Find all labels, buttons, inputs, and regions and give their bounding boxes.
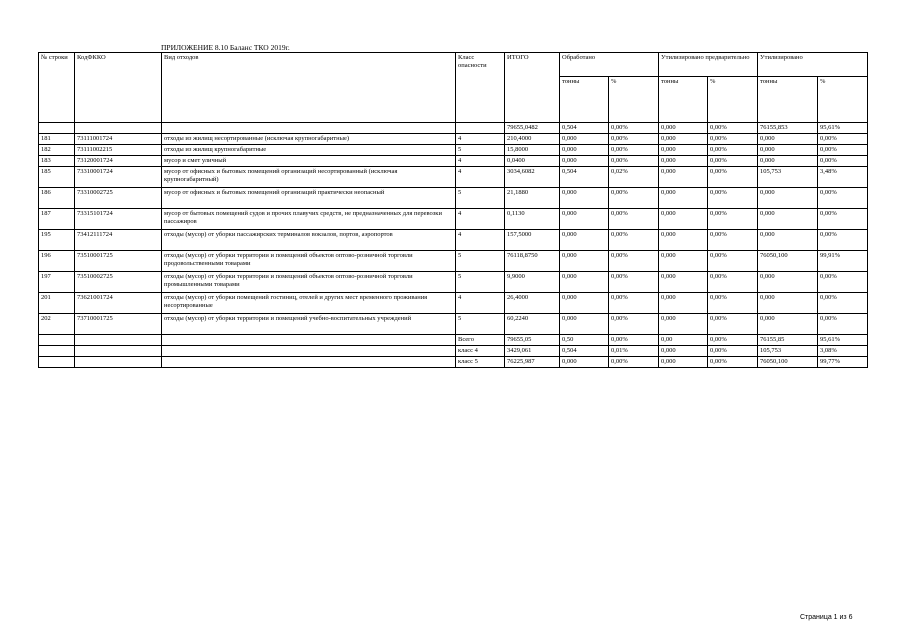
row-utilized-tons: 0,000 [758, 209, 818, 230]
row-processed-pct: 0,00% [609, 272, 659, 293]
row-hazard-class: 5 [456, 272, 505, 293]
row-hazard-class: 4 [456, 167, 505, 188]
summary-label: класс 5 [456, 357, 505, 368]
row-pre-pct: 0,00% [708, 272, 758, 293]
table-row [39, 314, 868, 335]
row-processed-tons: 0,000 [560, 251, 609, 272]
summary-total: 76225,987 [505, 357, 560, 368]
row-pre-tons: 0,000 [659, 251, 708, 272]
summary-processed-pct: 0,00% [609, 357, 659, 368]
row-total: 157,5000 [505, 230, 560, 251]
summary-label: Всего [456, 335, 505, 346]
row-hazard-class: 5 [456, 145, 505, 156]
summary-total: 3429,061 [505, 346, 560, 357]
row-waste-type: отходы из жилищ несортированные (исключая крупногабаритные) [162, 134, 456, 145]
header-row [39, 53, 868, 77]
row-processed-pct: 0,00% [609, 209, 659, 230]
grand-total-pre-tons: 0,000 [659, 123, 708, 134]
row-processed-tons: 0,000 [560, 293, 609, 314]
row-code: 73510001725 [75, 251, 162, 272]
table-row [39, 145, 868, 156]
row-waste-type: мусор от бытовых помещений судов и прочих плавучих средств, не предназначенных для перевозки пассажиров [162, 209, 456, 230]
grand-total-pre-pct: 0,00% [708, 123, 758, 134]
row-code: 73111001724 [75, 134, 162, 145]
summary-label: класс 4 [456, 346, 505, 357]
row-processed-pct: 0,00% [609, 293, 659, 314]
row-total: 15,8000 [505, 145, 560, 156]
row-number: 187 [39, 209, 75, 230]
row-processed-tons: 0,000 [560, 272, 609, 293]
row-waste-type: отходы (мусор) от уборки территории и помещений объектов оптово-розничной торговли продовольственными товарами [162, 251, 456, 272]
row-processed-pct: 0,00% [609, 134, 659, 145]
row-pre-tons: 0,000 [659, 230, 708, 251]
row-pre-tons: 0,000 [659, 314, 708, 335]
row-code: 73710001725 [75, 314, 162, 335]
row-pre-pct: 0,00% [708, 209, 758, 230]
summary-processed-tons: 0,504 [560, 346, 609, 357]
row-utilized-pct: 3,48% [818, 167, 868, 188]
header-utilized: Утилизировано [758, 53, 868, 77]
table-row [39, 209, 868, 230]
row-pre-pct: 0,00% [708, 251, 758, 272]
row-utilized-pct: 0,00% [818, 230, 868, 251]
summary-pre-tons: 0,00 [659, 335, 708, 346]
row-hazard-class: 4 [456, 134, 505, 145]
row-number: 182 [39, 145, 75, 156]
row-utilized-pct: 0,00% [818, 156, 868, 167]
row-pre-pct: 0,00% [708, 167, 758, 188]
row-processed-pct: 0,00% [609, 145, 659, 156]
summary-pre-pct: 0,00% [708, 335, 758, 346]
header-utilized-pre: Утилизировано предварительно [659, 53, 758, 77]
row-utilized-tons: 76050,100 [758, 251, 818, 272]
row-processed-pct: 0,00% [609, 314, 659, 335]
row-total: 9,9000 [505, 272, 560, 293]
row-utilized-pct: 0,00% [818, 293, 868, 314]
row-processed-pct: 0,00% [609, 230, 659, 251]
row-code: 73310001724 [75, 167, 162, 188]
row-hazard-class: 4 [456, 293, 505, 314]
row-utilized-tons: 105,753 [758, 167, 818, 188]
subheader-tons: тонны [758, 77, 818, 123]
row-hazard-class: 5 [456, 188, 505, 209]
row-number: 183 [39, 156, 75, 167]
row-total: 0,0400 [505, 156, 560, 167]
row-code: 73111002215 [75, 145, 162, 156]
row-hazard-class: 4 [456, 230, 505, 251]
subheader-pct: % [818, 77, 868, 123]
summary-row [39, 335, 868, 346]
row-number: 197 [39, 272, 75, 293]
row-utilized-pct: 0,00% [818, 145, 868, 156]
summary-utilized-tons: 76050,100 [758, 357, 818, 368]
row-processed-tons: 0,000 [560, 134, 609, 145]
row-utilized-pct: 0,00% [818, 134, 868, 145]
row-number: 181 [39, 134, 75, 145]
row-pre-tons: 0,000 [659, 188, 708, 209]
grand-total-row [39, 123, 868, 134]
row-utilized-pct: 0,00% [818, 272, 868, 293]
row-pre-pct: 0,00% [708, 156, 758, 167]
row-utilized-tons: 0,000 [758, 156, 818, 167]
summary-pre-tons: 0,000 [659, 346, 708, 357]
grand-total-processed-pct: 0,00% [609, 123, 659, 134]
row-hazard-class: 4 [456, 209, 505, 230]
summary-pre-pct: 0,00% [708, 346, 758, 357]
row-pre-tons: 0,000 [659, 272, 708, 293]
table-row [39, 230, 868, 251]
subheader-pct: % [609, 77, 659, 123]
grand-total-utilized-pct: 95,61% [818, 123, 868, 134]
row-number: 202 [39, 314, 75, 335]
row-processed-pct: 0,00% [609, 251, 659, 272]
row-waste-type: мусор от офисных и бытовых помещений организаций практически неопасный [162, 188, 456, 209]
row-processed-tons: 0,000 [560, 230, 609, 251]
row-processed-tons: 0,504 [560, 167, 609, 188]
row-utilized-tons: 0,000 [758, 188, 818, 209]
row-pre-tons: 0,000 [659, 145, 708, 156]
row-pre-pct: 0,00% [708, 145, 758, 156]
row-waste-type: отходы (мусор) от уборки территории и помещений объектов оптово-розничной торговли промышленными товарами [162, 272, 456, 293]
summary-utilized-tons: 76155,85 [758, 335, 818, 346]
summary-utilized-pct: 3,08% [818, 346, 868, 357]
row-total: 21,1880 [505, 188, 560, 209]
row-processed-pct: 0,02% [609, 167, 659, 188]
row-utilized-tons: 0,000 [758, 145, 818, 156]
row-waste-type: отходы (мусор) от уборки пассажирских терминалов вокзалов, портов, аэропортов [162, 230, 456, 251]
row-code: 73510002725 [75, 272, 162, 293]
row-number: 196 [39, 251, 75, 272]
subheader-tons: тонны [560, 77, 609, 123]
row-utilized-pct: 0,00% [818, 188, 868, 209]
row-pre-tons: 0,000 [659, 209, 708, 230]
row-code: 73621001724 [75, 293, 162, 314]
row-utilized-tons: 0,000 [758, 272, 818, 293]
row-code: 73315101724 [75, 209, 162, 230]
row-pre-pct: 0,00% [708, 314, 758, 335]
row-code: 73120001724 [75, 156, 162, 167]
summary-processed-pct: 0,00% [609, 335, 659, 346]
row-utilized-pct: 99,91% [818, 251, 868, 272]
page-number: Страница 1 из 6 [800, 614, 853, 621]
row-number: 185 [39, 167, 75, 188]
row-pre-tons: 0,000 [659, 293, 708, 314]
summary-processed-tons: 0,000 [560, 357, 609, 368]
summary-row [39, 357, 868, 368]
row-total: 3034,6082 [505, 167, 560, 188]
row-processed-tons: 0,000 [560, 209, 609, 230]
row-pre-tons: 0,000 [659, 156, 708, 167]
row-pre-pct: 0,00% [708, 134, 758, 145]
grand-total-processed-tons: 0,504 [560, 123, 609, 134]
row-waste-type: мусор от офисных и бытовых помещений организаций несортированный (исключая крупногабаритный) [162, 167, 456, 188]
waste-balance-table [38, 52, 868, 368]
row-utilized-tons: 0,000 [758, 230, 818, 251]
header-total: ИТОГО [505, 53, 560, 123]
grand-total-utilized-tons: 76155,853 [758, 123, 818, 134]
summary-processed-pct: 0,01% [609, 346, 659, 357]
header-row-number: № строки [39, 53, 75, 123]
table-row [39, 167, 868, 188]
row-processed-tons: 0,000 [560, 314, 609, 335]
row-processed-pct: 0,00% [609, 188, 659, 209]
table-row [39, 251, 868, 272]
row-total: 60,2240 [505, 314, 560, 335]
row-number: 195 [39, 230, 75, 251]
row-number: 186 [39, 188, 75, 209]
subheader-tons: тонны [659, 77, 708, 123]
table-row [39, 188, 868, 209]
table-row [39, 134, 868, 145]
row-utilized-pct: 0,00% [818, 209, 868, 230]
row-pre-pct: 0,00% [708, 230, 758, 251]
row-hazard-class: 5 [456, 314, 505, 335]
row-total: 210,4000 [505, 134, 560, 145]
row-utilized-tons: 0,000 [758, 293, 818, 314]
row-processed-pct: 0,00% [609, 156, 659, 167]
table-row [39, 156, 868, 167]
row-number: 201 [39, 293, 75, 314]
table-row [39, 293, 868, 314]
row-total: 26,4000 [505, 293, 560, 314]
row-hazard-class: 5 [456, 251, 505, 272]
row-pre-pct: 0,00% [708, 188, 758, 209]
summary-pre-tons: 0,000 [659, 357, 708, 368]
summary-total: 79655,05 [505, 335, 560, 346]
row-pre-tons: 0,000 [659, 134, 708, 145]
summary-processed-tons: 0,50 [560, 335, 609, 346]
row-waste-type: отходы (мусор) от уборки помещений гостиниц, отелей и других мест временного проживания несортированные [162, 293, 456, 314]
row-total: 0,1130 [505, 209, 560, 230]
row-waste-type: отходы из жилищ крупногабаритные [162, 145, 456, 156]
row-utilized-tons: 0,000 [758, 314, 818, 335]
subheader-pct: % [708, 77, 758, 123]
row-waste-type: мусор и смет уличный [162, 156, 456, 167]
row-processed-tons: 0,000 [560, 188, 609, 209]
row-hazard-class: 4 [456, 156, 505, 167]
row-utilized-tons: 0,000 [758, 134, 818, 145]
row-pre-pct: 0,00% [708, 293, 758, 314]
header-code: КодФККО [75, 53, 162, 123]
header-hazard-class: Класс опасности [456, 53, 505, 123]
row-total: 76118,8750 [505, 251, 560, 272]
table-row [39, 272, 868, 293]
row-code: 73412111724 [75, 230, 162, 251]
row-processed-tons: 0,000 [560, 145, 609, 156]
summary-pre-pct: 0,00% [708, 357, 758, 368]
summary-utilized-pct: 99,77% [818, 357, 868, 368]
header-waste-type: Вид отходов [162, 53, 456, 123]
summary-utilized-tons: 105,753 [758, 346, 818, 357]
row-code: 73310002725 [75, 188, 162, 209]
row-pre-tons: 0,000 [659, 167, 708, 188]
header-processed: Обработано [560, 53, 659, 77]
row-processed-tons: 0,000 [560, 156, 609, 167]
summary-utilized-pct: 95,61% [818, 335, 868, 346]
document-title: ПРИЛОЖЕНИЕ 8.10 Баланс ТКО 2019г. [161, 43, 290, 52]
row-utilized-pct: 0,00% [818, 314, 868, 335]
summary-row [39, 346, 868, 357]
grand-total-value: 79655,0482 [505, 123, 560, 134]
row-waste-type: отходы (мусор) от уборки территории и помещений учебно-воспитательных учреждений [162, 314, 456, 335]
